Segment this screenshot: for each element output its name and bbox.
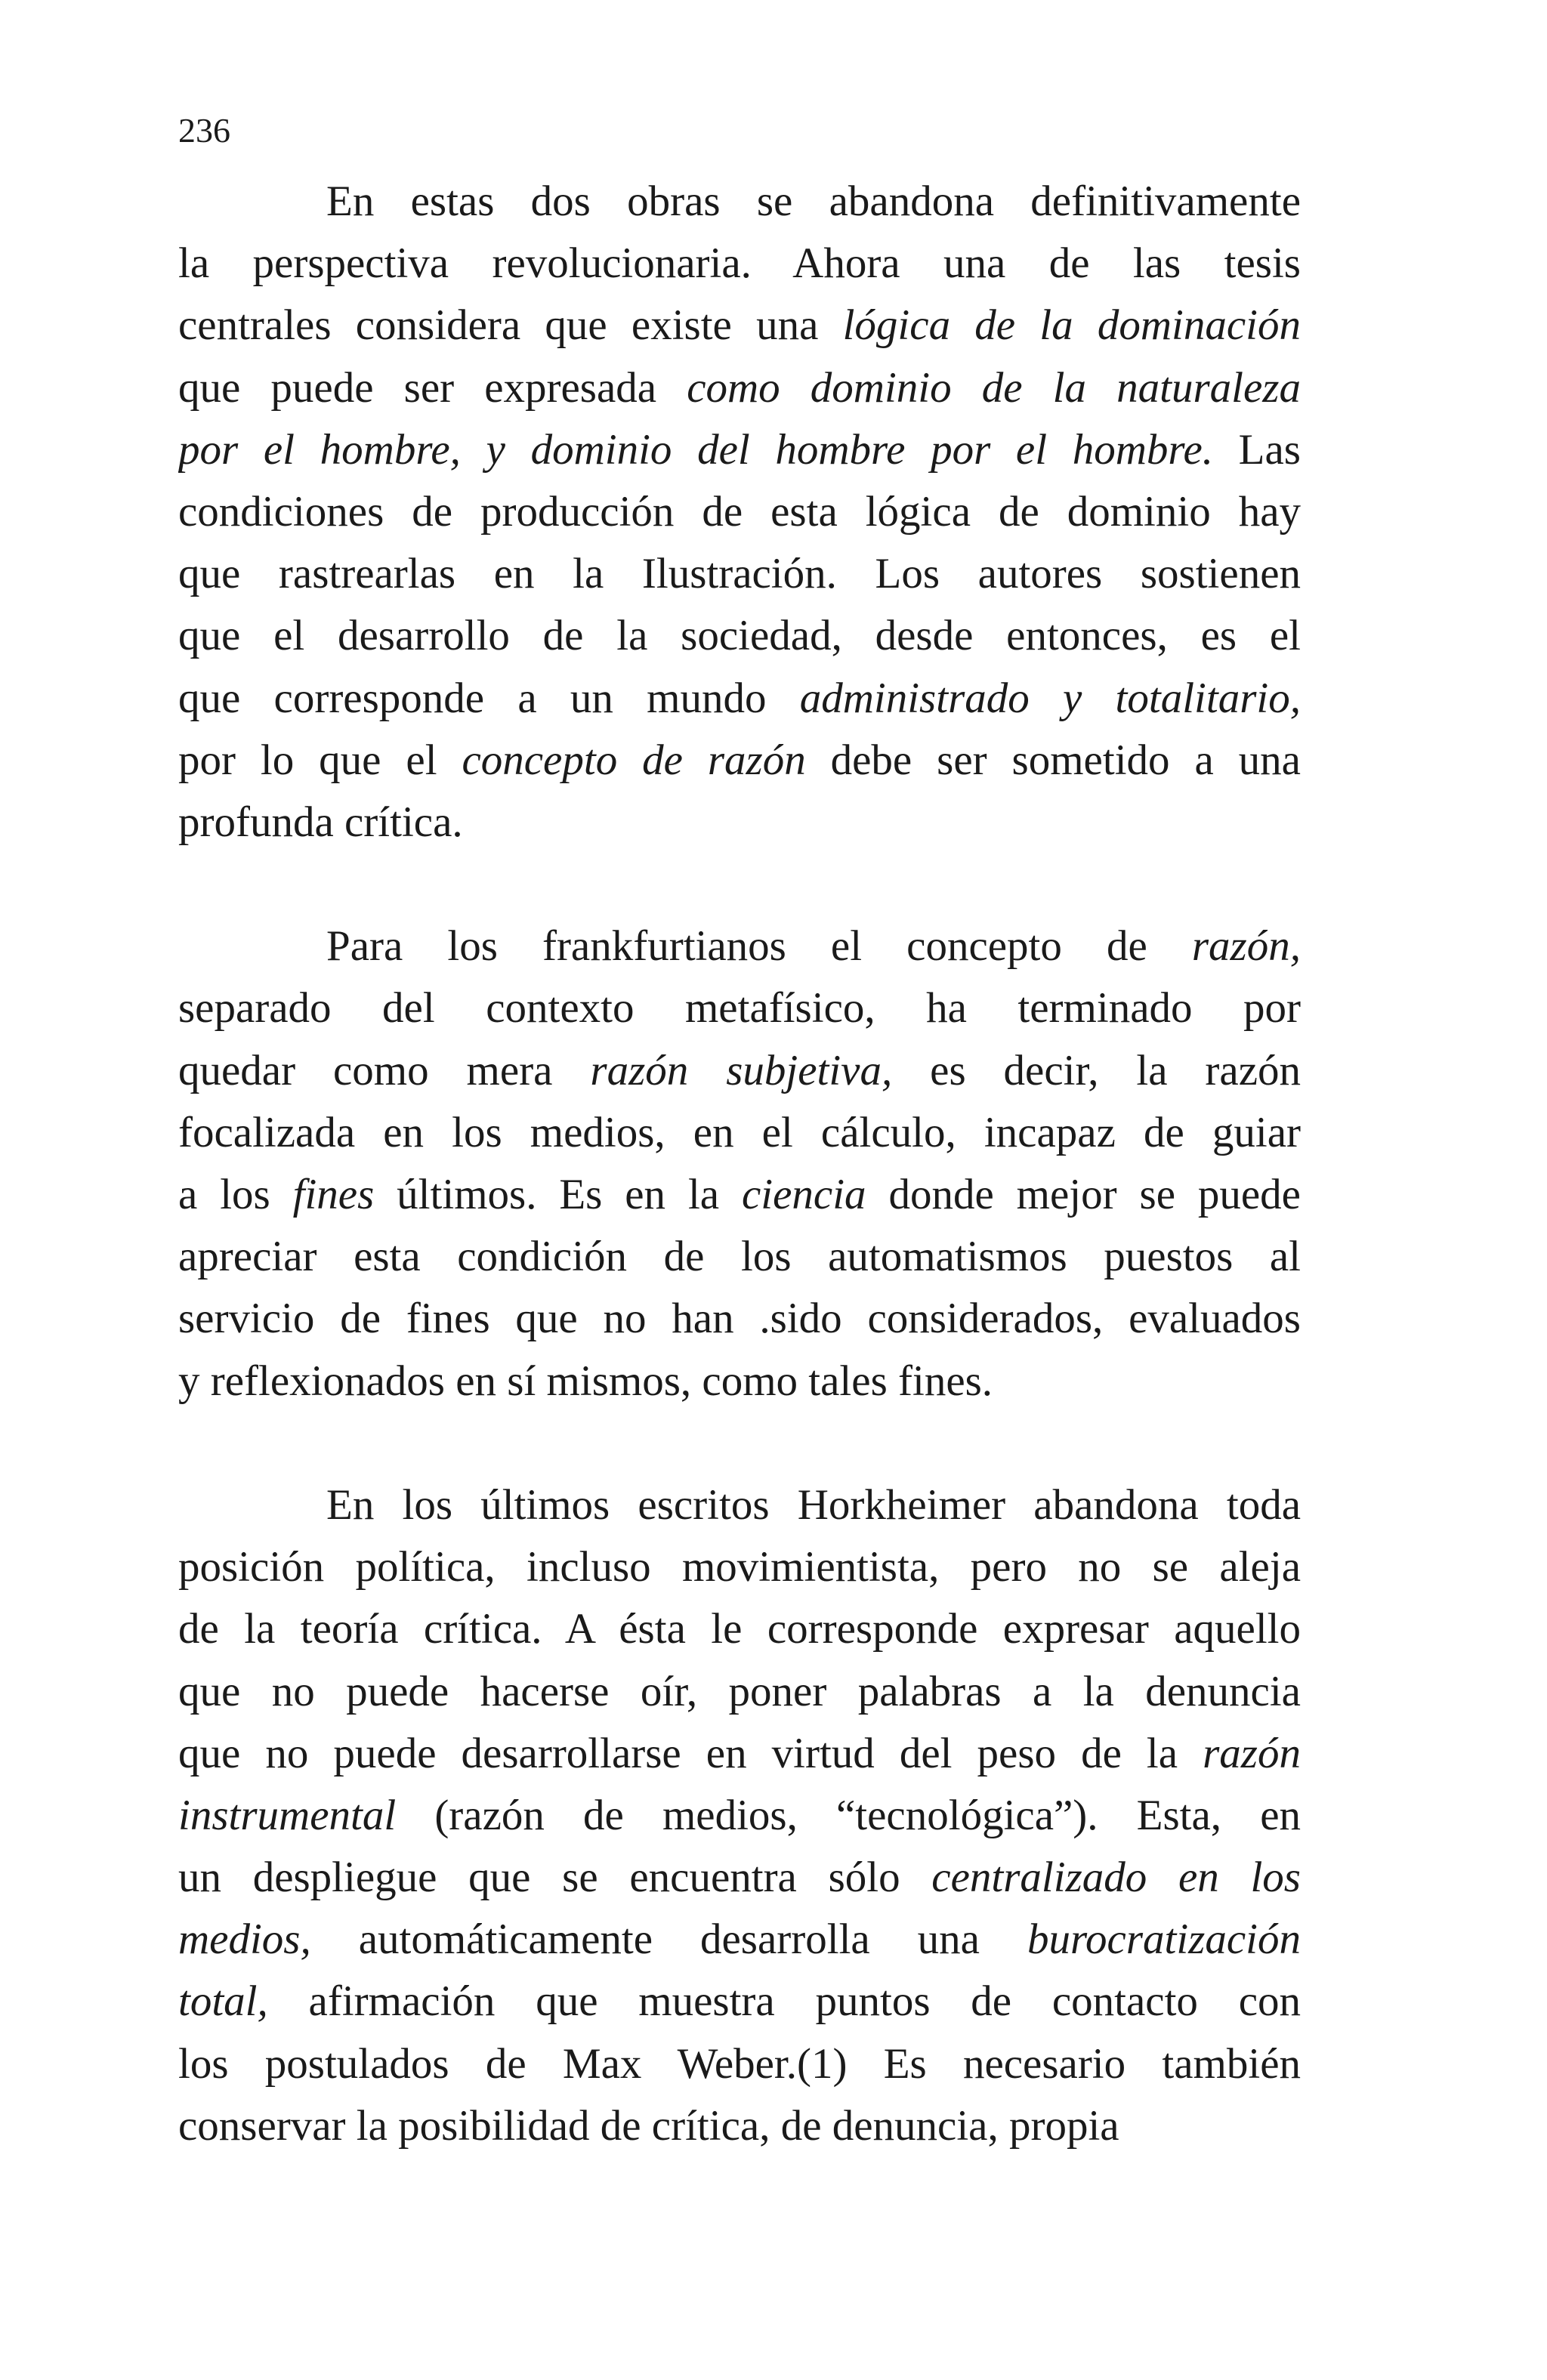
text-segment: de la teoría crítica. A ésta le corresponde expresar aquello xyxy=(178,1605,1301,1653)
text-line xyxy=(178,1785,1301,1847)
paragraph xyxy=(178,1474,1301,2157)
text-line xyxy=(178,171,1301,233)
text-line xyxy=(178,1164,1301,1226)
text-line xyxy=(178,792,1301,854)
text-line xyxy=(178,1102,1301,1164)
text-line xyxy=(178,1598,1301,1660)
text-line xyxy=(178,1474,1301,1536)
italic-text: burocratización xyxy=(1027,1915,1301,1964)
italic-text: como dominio de la naturaleza xyxy=(687,363,1301,412)
text-segment: focalizada en los medios, en el cálculo, incapaz de guiar xyxy=(178,1108,1301,1156)
text-line xyxy=(178,419,1301,481)
italic-text: lógica de la dominación xyxy=(842,301,1301,350)
text-segment: (razón de medios, “tecnológica”). Esta, en xyxy=(396,1791,1301,1839)
italic-text: razón xyxy=(1203,1729,1301,1777)
text-line xyxy=(178,1536,1301,1598)
text-segment: que corresponde a un mundo xyxy=(178,674,800,722)
text-line xyxy=(178,1351,1301,1412)
text-line xyxy=(178,668,1301,730)
text-segment: En estas dos obras se abandona definitivamente xyxy=(326,177,1301,225)
text-segment: afirmación que muestra puntos de contacto con xyxy=(267,1977,1301,2026)
italic-text: por el hombre, y dominio del hombre por el hombre. xyxy=(178,425,1214,474)
italic-text: medios, xyxy=(178,1915,311,1964)
text-line xyxy=(178,1909,1301,1971)
text-line xyxy=(178,295,1301,357)
italic-text: total, xyxy=(178,1977,268,2026)
paragraph xyxy=(178,171,1301,854)
text-line xyxy=(178,543,1301,605)
text-segment: y reflexionados en sí mismos, como tales fines. xyxy=(178,1357,993,1405)
text-segment: que no puede hacerse oír, poner palabras a la denuncia xyxy=(178,1667,1301,1715)
italic-text: razón, xyxy=(1191,922,1301,971)
text-line xyxy=(178,1971,1301,2033)
text-line xyxy=(178,605,1301,667)
paragraph xyxy=(178,915,1301,1412)
paragraph-gap xyxy=(178,1412,1301,1474)
text-line xyxy=(178,1723,1301,1785)
italic-text: fines xyxy=(292,1171,375,1218)
text-segment: Para los frankfurtianos el concepto de xyxy=(326,922,1192,971)
text-segment: debe ser sometido a una xyxy=(805,736,1301,784)
text-segment: últimos. Es en la xyxy=(374,1171,742,1218)
text-segment: un despliegue que se encuentra sólo xyxy=(178,1854,932,1902)
text-segment: que el desarrollo de la sociedad, desde entonces, es el xyxy=(178,612,1301,660)
text-segment: es decir, la razón xyxy=(892,1046,1301,1094)
text-segment: En los últimos escritos Horkheimer abandona toda xyxy=(326,1480,1301,1529)
text-line xyxy=(178,357,1301,419)
italic-text: instrumental xyxy=(178,1791,397,1839)
text-segment: conservar la posibilidad de crítica, de denuncia, propia xyxy=(178,2101,1119,2150)
text-line xyxy=(178,2095,1301,2157)
text-segment: condiciones de producción de esta lógica de dominio hay xyxy=(178,487,1301,536)
text-segment: quedar como mera xyxy=(178,1046,591,1094)
text-segment: servicio de fines que no han .sido considerados, evaluados xyxy=(178,1295,1301,1343)
text-line xyxy=(178,233,1301,295)
text-segment: la perspectiva revolucionaria. Ahora una de las tesis xyxy=(178,239,1301,288)
text-segment: que puede ser expresada xyxy=(178,363,687,412)
text-segment: que rastrearlas en la Ilustración. Los autores sostienen xyxy=(178,550,1301,598)
text-segment: automáticamente desarrolla una xyxy=(310,1915,1027,1964)
text-line xyxy=(178,730,1301,792)
text-segment: Las xyxy=(1213,425,1301,474)
text-segment: posición política, incluso movimientista, pero no se aleja xyxy=(178,1543,1301,1591)
italic-text: concepto de razón xyxy=(462,736,806,784)
text-line xyxy=(178,1847,1301,1909)
text-segment: que no puede desarrollarse en virtud del peso de la xyxy=(178,1729,1203,1777)
text-segment: los postulados de Max Weber.(1) Es necesario también xyxy=(178,2039,1301,2088)
text-line xyxy=(178,2033,1301,2095)
text-line xyxy=(178,1288,1301,1350)
italic-text: ciencia xyxy=(741,1171,866,1218)
text-line xyxy=(178,481,1301,543)
text-line xyxy=(178,1661,1301,1723)
page-number: 236 xyxy=(178,111,230,150)
text-segment: separado del contexto metafísico, ha terminado por xyxy=(178,984,1301,1033)
italic-text: centralizado en los xyxy=(931,1854,1301,1902)
italic-text: razón subjetiva, xyxy=(590,1046,893,1094)
text-segment: donde mejor se puede xyxy=(866,1171,1301,1218)
paragraph-gap xyxy=(178,854,1301,915)
text-line xyxy=(178,1040,1301,1102)
text-segment: apreciar esta condición de los automatismos puestos al xyxy=(178,1233,1301,1281)
text-segment: profunda crítica. xyxy=(178,798,463,846)
text-line xyxy=(178,977,1301,1039)
body-text xyxy=(178,171,1301,2157)
text-segment: por lo que el xyxy=(178,736,462,784)
text-segment: centrales considera que existe una xyxy=(178,301,843,350)
text-segment: a los xyxy=(178,1171,293,1218)
text-line xyxy=(178,1226,1301,1288)
italic-text: administrado y totalitario, xyxy=(799,674,1301,722)
text-line xyxy=(178,915,1301,977)
